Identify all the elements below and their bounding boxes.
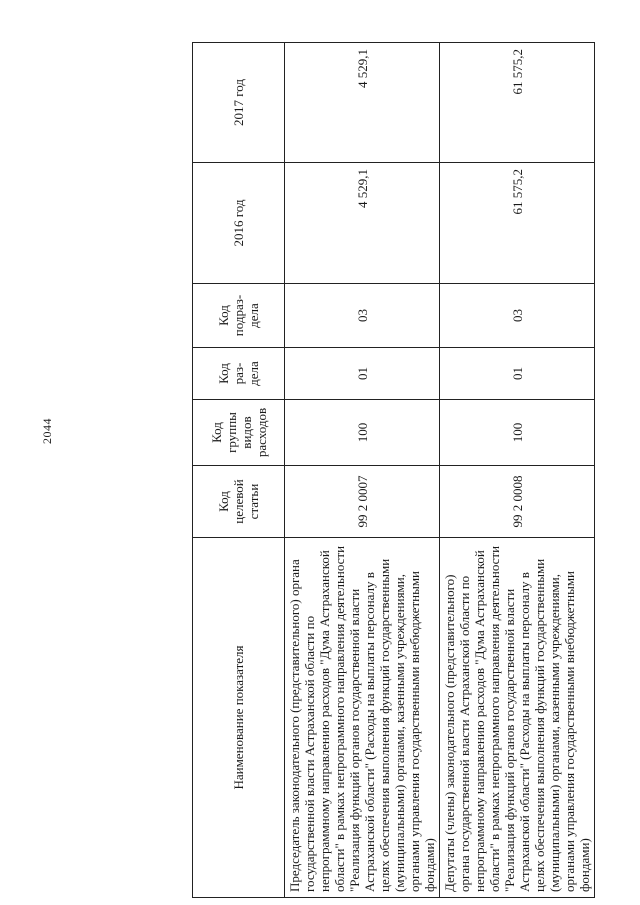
header-year-2016: 2016 год: [193, 163, 285, 284]
table-row: [285, 43, 440, 898]
row-name: Председатель законодательного (представительного) органа государственной власти Астраханской области по непрограммному направлению расходов "Дума Астраханской области" в рамках непрограммного направления деятельности "Реализация функций органов государственной власти Астраханской области" (Расходы на выплаты персоналу в целях обеспечения выполнения функций государственными (муниципальными) органами, казенными учреждениями, органами управления государственными внебюджетными фондами): [285, 538, 440, 898]
header-section-code: Код раз- дела: [193, 348, 285, 400]
table-row: [440, 43, 595, 898]
row-year-2016: 61 575,2: [440, 163, 595, 284]
row-year-2016: 4 529,1: [285, 163, 440, 284]
table-header-row: [193, 43, 285, 898]
row-subsection-code: 03: [440, 284, 595, 348]
header-subsection-code: Код подраз- дела: [193, 284, 285, 348]
budget-table: [192, 42, 595, 898]
header-year-2017: 2017 год: [193, 43, 285, 163]
page-number: 2044: [40, 418, 54, 444]
header-expense-group-code: Код группы видов расходов: [193, 400, 285, 466]
row-section-code: 01: [285, 348, 440, 400]
row-target-code: 99 2 0008: [440, 466, 595, 538]
header-target-code: Код целевой статьи: [193, 466, 285, 538]
row-expense-group-code: 100: [285, 400, 440, 466]
row-section-code: 01: [440, 348, 595, 400]
row-name: Депутаты (члены) законодательного (представительного) органа государственной власти Астраханской области по непрограммному направлению расходов "Дума Астраханской области" в рамках непрограммного направления деятельности "Реализация функций органов государственной власти Астраханской области" (Расходы на выплаты персоналу в целях обеспечения выполнения функций государственными (муниципальными) органами, казенными учреждениями, органами управления государственными внебюджетными фондами): [440, 538, 595, 898]
row-year-2017: 61 575,2: [440, 43, 595, 163]
row-year-2017: 4 529,1: [285, 43, 440, 163]
row-target-code: 99 2 0007: [285, 466, 440, 538]
header-name: Наименование показателя: [193, 538, 285, 898]
rotated-table-wrapper: [192, 43, 592, 898]
row-subsection-code: 03: [285, 284, 440, 348]
row-expense-group-code: 100: [440, 400, 595, 466]
